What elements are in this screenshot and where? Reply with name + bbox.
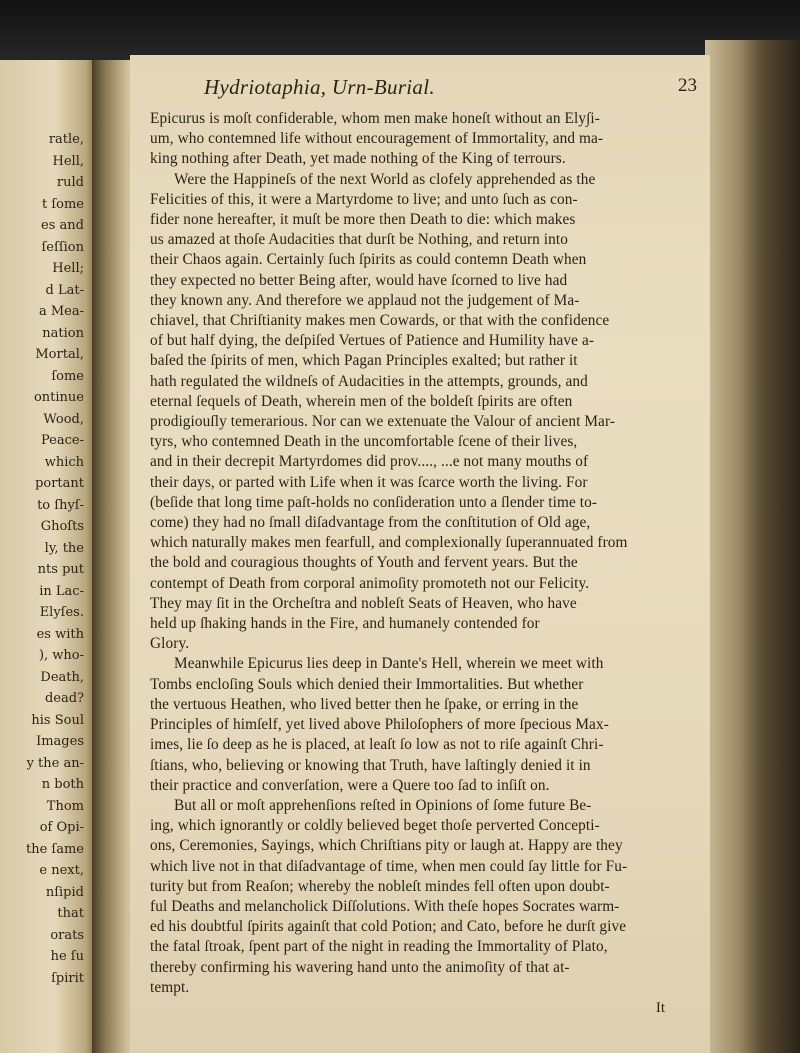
text-line: the fatal ſtroak, ſpent part of the night in reading the Immortality of Plato,: [150, 938, 608, 956]
text-line: imes, lie ſo deep as he is placed, at leaſt ſo low as not to riſe againſt Chri-: [150, 736, 604, 754]
left-page-fragment: a Mea-: [38, 304, 84, 319]
left-page-fragment: dead?: [44, 691, 84, 706]
body-text: [150, 109, 705, 998]
text-line: their Chaos again. Certainly ſuch ſpirits as could contemn Death when: [150, 251, 587, 269]
text-line: they expected no better Being after, would have ſcorned to live had: [150, 271, 568, 289]
left-page-fragment: Hell;: [52, 261, 84, 276]
catchword: It: [655, 999, 665, 1016]
text-line: ing, which ignorantly or coldly believed beget thoſe perverted Concepti-: [150, 817, 600, 835]
left-page-fragment: ſome: [51, 368, 84, 384]
text-line: of but half dying, the deſpiſed Vertues of Patience and Humility have a-: [150, 332, 595, 350]
left-page-fragment: Wood,: [43, 411, 84, 427]
left-page-fragment: in Lac-: [39, 583, 84, 599]
text-line: which live not in that diſadvantage of time, when men could ſay little for Fu-: [150, 857, 628, 875]
left-page-fragment: ſpirit: [51, 970, 84, 986]
page-header: [150, 75, 705, 109]
text-line: But all or moſt apprehenſions reſted in Opinions of ſome future Be-: [174, 796, 592, 814]
left-page-fragment: Hell,: [52, 153, 84, 169]
text-line: king nothing after Death, yet made nothing of the King of terrours.: [150, 150, 566, 168]
left-page-fragment: which: [44, 454, 84, 470]
left-page-fragment: es with: [36, 626, 84, 642]
left-page-fragment: of Opi-: [39, 820, 84, 835]
left-page-fragment: Thom: [46, 798, 84, 814]
left-page-fragment: es and: [41, 218, 84, 233]
text-line: eternal ſequels of Death, wherein men of the boldeſt ſpirits are often: [150, 392, 573, 410]
text-line: Principles of himſelf, yet lived above Philoſophers of more ſpecious Max-: [150, 716, 609, 734]
left-page-fragment: Death,: [40, 669, 84, 685]
left-page-fragment: ), who-: [38, 648, 84, 663]
left-page-fragment: Peace-: [41, 433, 84, 448]
text-line: which naturally makes men fearfull, and complexionally ſuperannuated from: [150, 534, 628, 552]
text-line: and in their decrepit Martyrdomes did prov...., ...e not many mouths of: [150, 453, 589, 471]
text-line: tempt.: [150, 978, 190, 996]
left-page-fragment: his Soul: [31, 712, 84, 728]
left-page-fragment: ontinue: [33, 390, 84, 405]
left-page-fragment: ly, the: [44, 540, 84, 556]
text-line: Were the Happineſs of the next World as clofely apprehended as the: [174, 170, 596, 188]
text-line: contempt of Death from corporal animoſity promoteth not our Felicity.: [150, 574, 590, 592]
page-23: [130, 55, 710, 1053]
text-line: the bold and couragious thoughts of Youth and fervent years. But the: [150, 554, 578, 572]
text-line: chiavel, that Chriſtianity makes men Cowards, or that with the confidence: [150, 312, 610, 330]
text-line: tyrs, who contemned Death in the uncomfortable ſcene of their lives,: [150, 433, 578, 451]
left-page-fragment: he ſu: [50, 949, 84, 964]
text-line: us amazed at thoſe Audacities that durſt be Nothing, and return into: [150, 231, 569, 249]
text-line: um, who contemned life without encouragement of Immortality, and ma-: [150, 130, 604, 148]
text-line: Felicities of this, it were a Martyrdome to live; and unto ſuch as con-: [150, 190, 578, 208]
left-page-fragment: Mortal,: [35, 347, 84, 362]
left-page-fragment: n both: [41, 777, 84, 792]
text-line: ſtians, who, believing or knowing that Truth, have laſtingly denied it in: [150, 756, 591, 774]
left-page-fragment: to ſhyſ-: [37, 497, 84, 513]
text-line: ful Deaths and melancholick Diſſolutions. With theſe hopes Socrates warm-: [150, 897, 620, 915]
page-number: 23: [678, 75, 697, 96]
text-line: Tombs encloſing Souls which denied their Immortalities. But whether: [150, 675, 584, 693]
text-line: baſed the ſpirits of men, which Pagan Principles exalted; but rather it: [150, 352, 578, 370]
book-right-edge: [705, 40, 800, 1053]
left-page-fragment: the ſame: [25, 841, 84, 857]
running-title: Hydriotaphia, Urn-Burial.: [204, 75, 435, 99]
text-line: the vertuous Heathen, who lived better then he ſpake, or erring in the: [150, 695, 579, 713]
left-page-fragment: d Lat-: [45, 282, 84, 298]
text-line: Glory.: [150, 635, 190, 653]
text-line: fider none hereafter, it muſt be more then Death to die: which makes: [150, 211, 576, 229]
left-page-fragment: portant: [35, 476, 84, 491]
text-line: hath regulated the wildneſs of Audacities in the attempts, grounds, and: [150, 372, 588, 390]
text-line: their practice and converſation, were a Quere too ſad to inſiſt on.: [150, 776, 550, 794]
text-line: come) they had no ſmall diſadvantage from the conſtitution of Old age,: [150, 514, 591, 532]
left-page-fragment: ratle,: [48, 132, 84, 147]
text-line: their days, or parted with Life when it was ſcarce worth the living. For: [150, 473, 588, 491]
text-line: held up ſhaking hands in the Fire, and humanely contended for: [150, 615, 540, 633]
text-line: prodigiouſly temerarious. Nor can we extenuate the Valour of ancient Mar-: [150, 413, 616, 431]
text-line: thereby confirming his wavering hand unto the animoſity of that at-: [150, 958, 570, 976]
left-page-fragment: t ſome: [41, 196, 84, 212]
left-page-fragment: nation: [42, 325, 84, 341]
left-page-fragment: e next,: [39, 863, 84, 878]
text-line: they known any. And therefore we applaud not the judgement of Ma-: [150, 291, 580, 309]
left-facing-page: [0, 60, 98, 1053]
text-line: turity but from Reaſon; whereby the nobleſt mindes fell often upon doubt-: [150, 877, 610, 895]
text-line: Meanwhile Epicurus lies deep in Dante's Hell, wherein we meet with: [174, 655, 604, 673]
left-page-fragment: ruld: [56, 175, 84, 190]
left-page-fragment: that: [57, 906, 84, 921]
text-line: They may ſit in the Orcheſtra and nobleſt Seats of Heaven, who have: [150, 594, 577, 612]
left-page-fragment: Ghoſts: [40, 519, 84, 534]
left-page-fragment: orats: [50, 927, 84, 943]
text-line: ons, Ceremonies, Sayings, which Chriſtians pity or laugh at. Happy are they: [150, 837, 623, 855]
page-text-block: [150, 75, 705, 1017]
left-page-fragment: nts put: [37, 562, 84, 577]
text-line: (beſide that long time paſt-holds no conſideration unto a ſlender time to-: [150, 493, 598, 511]
left-page-fragment: Images: [36, 734, 84, 749]
left-page-fragment: nſipid: [45, 884, 84, 900]
text-line: Epicurus is moſt confiderable, whom men make honeſt without an Ely∫i-: [150, 110, 600, 127]
left-page-fragment: y the an-: [26, 755, 84, 771]
text-line: ed his doubtful ſpirits againſt that cold Potion; and Cato, before he durſt give: [150, 918, 627, 936]
left-page-fragment: ſeſſion: [41, 239, 84, 255]
left-page-fragment: Elyſes.: [39, 605, 84, 620]
